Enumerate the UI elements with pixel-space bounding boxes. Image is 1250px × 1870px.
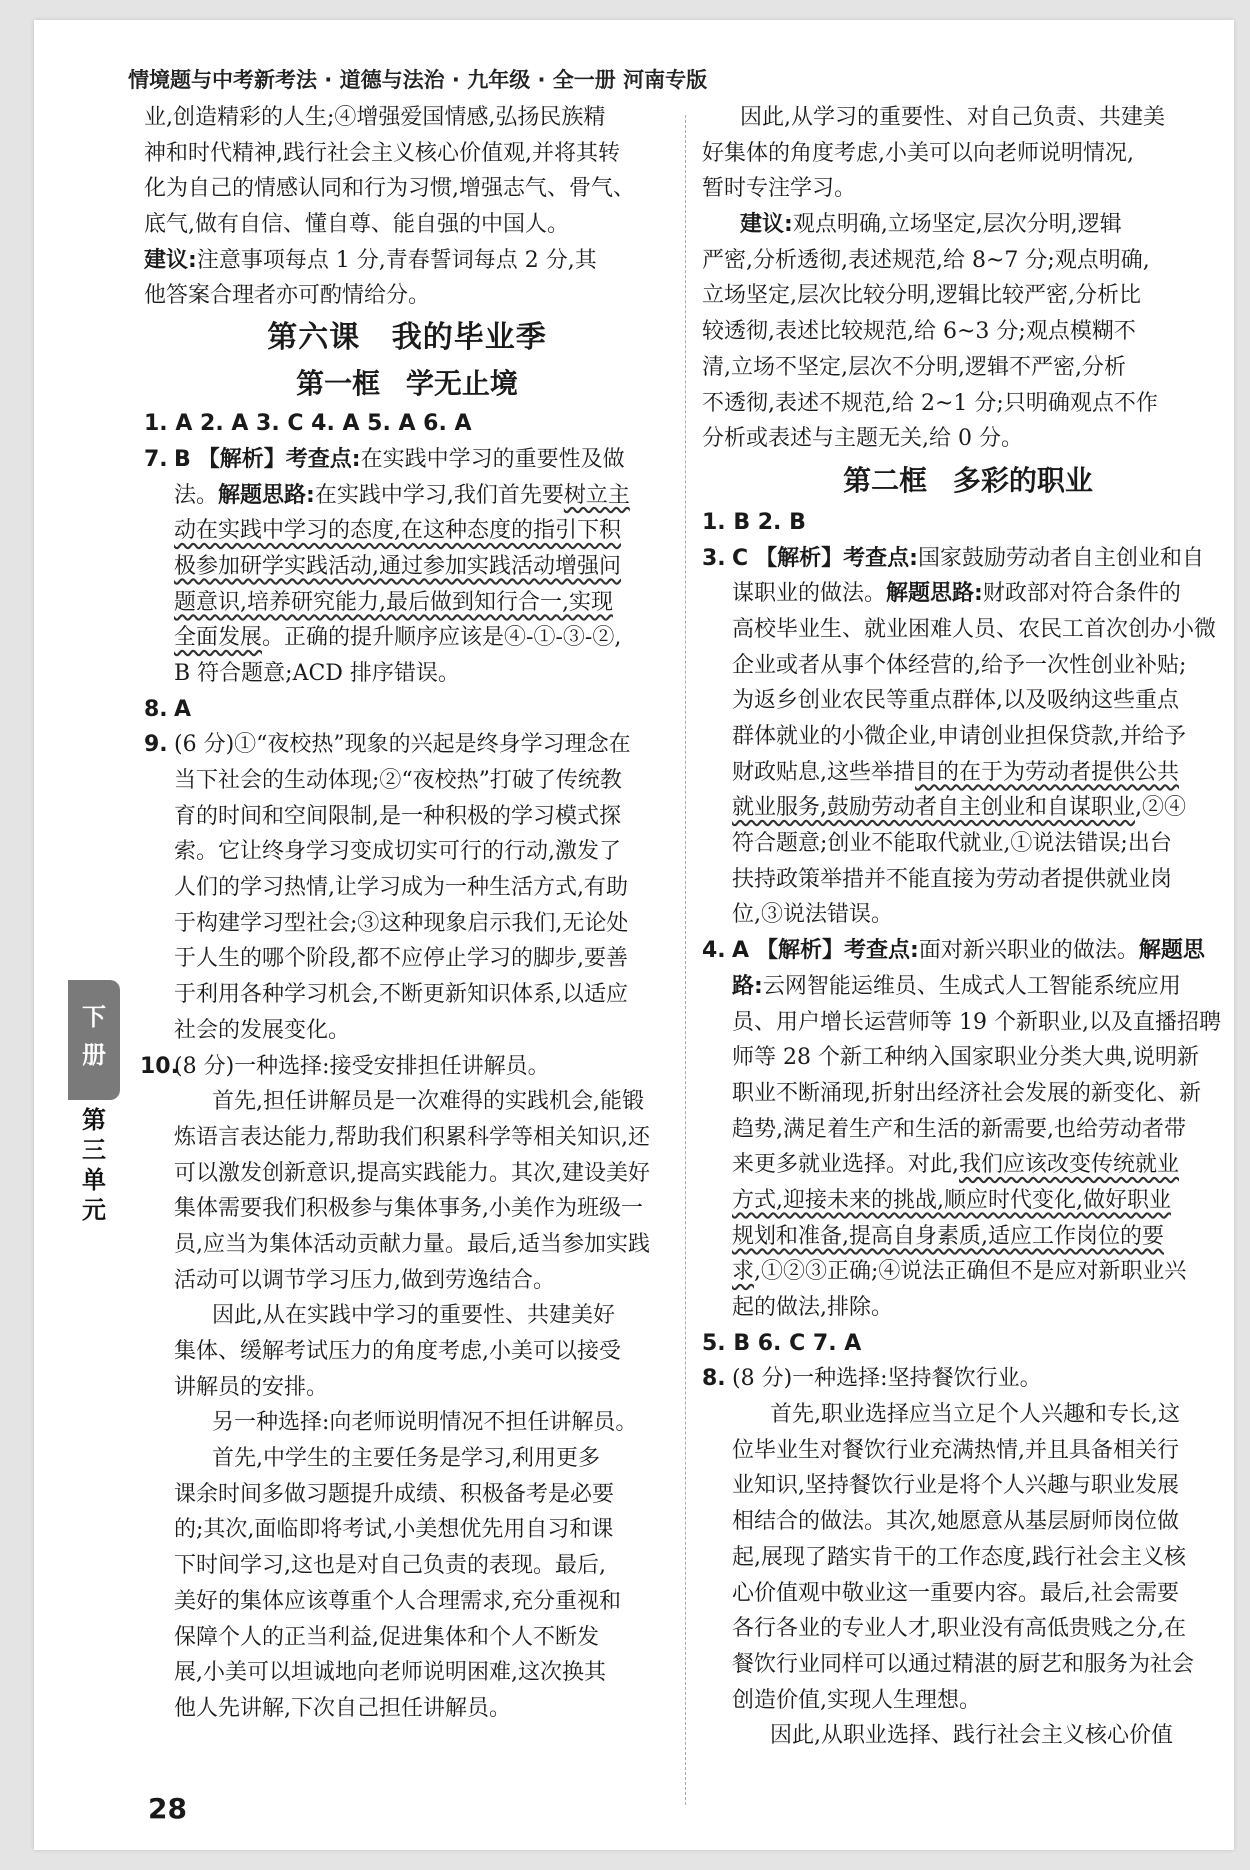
- text-line: 化为自己的情感认同和行为习惯,增强志气、骨气、: [144, 176, 635, 202]
- answer-row: 5. B 6. C 7. A: [702, 1330, 862, 1356]
- text-line: 因此,从职业选择、践行社会主义核心价值: [770, 1723, 1173, 1749]
- advice-line: 严密,分析透彻,表述规范,给 8~7 分;观点明确,: [702, 247, 1150, 273]
- text: 财政贴息,这些举措: [732, 759, 915, 785]
- question-9: [144, 727, 670, 1048]
- text-line: 索。它让终身学习变成切实可行的行动,激发了: [174, 839, 621, 865]
- question-10: [140, 1049, 670, 1727]
- text-line: 首先,职业选择应当立足个人兴趣和专长,这: [770, 1402, 1180, 1428]
- text: 谋职业的做法。: [732, 581, 887, 607]
- text-line: 课余时间多做习题提升成绩、积极备考是必要: [174, 1481, 615, 1507]
- text-line: 创造价值,实现人生理想。: [732, 1687, 981, 1713]
- text-line: 扶持政策举措并不能直接为劳动者提供就业岗: [732, 866, 1173, 892]
- text: 云网智能运维员、生成式人工智能系统应用: [762, 973, 1181, 999]
- text-line: 相结合的做法。其次,她愿意从基层厨师岗位做: [732, 1509, 1179, 1535]
- text-line: 心价值观中敬业这一重要内容。最后,社会需要: [732, 1580, 1179, 1606]
- underlined-text: 动在实践中学习的态度,在这种态度的指引下积: [174, 518, 621, 544]
- text-line: 首先,担任讲解员是一次难得的实践机会,能锻: [212, 1089, 644, 1115]
- text: ,②④: [1135, 795, 1186, 821]
- key-point: 面对新兴职业的做法。: [918, 938, 1139, 964]
- text-line: 活动可以调节学习压力,做到劳逸结合。: [174, 1267, 555, 1293]
- key-point: 在实践中学习的重要性及做: [360, 446, 625, 472]
- running-header: 情境题与中考新考法 · 道德与法治 · 九年级 · 全一册 河南专版: [128, 68, 708, 92]
- advice-line: 清,立场不坚定,层次不分明,逻辑不严密,分析: [702, 354, 1126, 380]
- text-line: 符合题意;创业不能取代就业,①说法错误;出台: [732, 831, 1172, 857]
- text-line: 当下社会的生动体现;②“夜校热”打破了传统教: [174, 768, 622, 793]
- question-number: 3.: [702, 545, 726, 571]
- analysis-tag: 【解析】: [197, 446, 286, 472]
- left-column: [140, 100, 670, 1727]
- text: ,①②③正确;④说法正确但不是应对新职业兴: [754, 1259, 1187, 1285]
- text-line: 集体需要我们积极参与集体事务,小美作为班级一: [174, 1196, 643, 1222]
- text: 财政部对符合条件的: [982, 581, 1181, 607]
- text-line: 餐饮行业同样可以通过精湛的厨艺和服务为社会: [732, 1651, 1195, 1677]
- text-line: 各行各业的专业人才,职业没有高低贵贱之分,在: [732, 1616, 1186, 1642]
- text-line: 他人先讲解,下次自己担任讲解员。: [174, 1695, 511, 1721]
- question-number: 7.: [144, 446, 168, 472]
- answer-row: 1. A 2. A 3. C 4. A 5. A 6. A: [144, 411, 472, 437]
- text-line: 另一种选择:向老师说明情况不担任讲解员。: [212, 1410, 638, 1436]
- question-number: 4.: [702, 938, 726, 964]
- unit-tab-char: 第: [82, 1106, 106, 1134]
- text-line: [174, 513, 670, 549]
- key-point-label: 考查点:: [843, 545, 918, 571]
- text-line: [732, 576, 1234, 612]
- text-line: 好集体的角度考虑,小美可以向老师说明情况,: [702, 140, 1134, 166]
- text-line: 讲解员的安排。: [174, 1374, 329, 1400]
- underlined-text: 规划和准备,提高自身素质,适应工作岗位的要: [732, 1223, 1164, 1249]
- text-line: 底气,做有自信、懂自尊、能自强的中国人。: [144, 212, 569, 238]
- text-line: 可以激发创新意识,提高实践能力。其次,建设美好: [174, 1160, 650, 1186]
- question-number: 10.: [140, 1053, 179, 1079]
- text-line: 集体、缓解考试压力的角度考虑,小美可以接受: [174, 1339, 621, 1364]
- text-line: 育的时间和空间限制,是一种积极的学习模式探: [174, 803, 621, 829]
- text: (8 分)一种选择:接受安排担任讲解员。: [174, 1053, 550, 1079]
- text: 。正确的提升顺序应该是④-①-③-②,: [262, 625, 622, 651]
- text-line: 师等 28 个新工种纳入国家职业分类大典,说明新: [732, 1045, 1199, 1071]
- thinking-label: 解题思路:: [218, 482, 315, 508]
- text-line: 人们的学习热情,让学习成为一种生活方式,有助: [174, 875, 628, 901]
- unit-tab-char: 三: [82, 1136, 106, 1164]
- text-line: 业知识,坚持餐饮行业是将个人兴趣与职业发展: [732, 1473, 1179, 1499]
- text-line: [732, 1219, 1234, 1255]
- text-line: [732, 1254, 1234, 1290]
- text-line: 的;其次,面临即将考试,小美想优先用自习和课: [174, 1517, 614, 1543]
- text: (8 分)一种选择:坚持餐饮行业。: [732, 1366, 1042, 1392]
- text-line: 炼语言表达能力,帮助我们积累科学等相关知识,还: [174, 1124, 650, 1150]
- text-line: 群体就业的小微企业,申请创业担保贷款,并给予: [732, 724, 1186, 749]
- text-line: [174, 585, 670, 621]
- advice-line: 较透彻,表述比较规范,给 6~3 分;观点模糊不: [702, 319, 1136, 345]
- question-8: [702, 1361, 1234, 1754]
- right-column: [702, 100, 1234, 1754]
- advice-line: 立场坚定,层次比较分明,逻辑比较严密,分析比: [702, 283, 1141, 309]
- advice-label: 建议:: [144, 247, 197, 273]
- advice-text: 注意事项每点 1 分,青春誓词每点 2 分,其: [196, 247, 597, 273]
- text-line: 下时间学习,这也是对自己负责的表现。最后,: [174, 1553, 606, 1579]
- answer: C: [732, 545, 749, 571]
- text-line: 社会的发展变化。: [174, 1017, 351, 1043]
- question-number: 8.: [702, 1366, 726, 1392]
- text-line: [732, 969, 1234, 1005]
- underlined-text: 目的在于为劳动者提供公共: [915, 759, 1180, 785]
- answer: A: [174, 696, 192, 722]
- advice-label: 建议:: [740, 212, 793, 238]
- text-line: 保障个人的正当利益,促进集体和个人不断发: [174, 1624, 599, 1650]
- text-line: [732, 1147, 1234, 1183]
- answer-row: 1. B 2. B: [702, 509, 806, 535]
- text-line: 职业不断涌现,折射出经济社会发展的新变化、新: [732, 1080, 1201, 1106]
- underlined-text: 求: [732, 1259, 755, 1285]
- advice-text: 观点明确,立场坚定,层次分明,逻辑: [792, 212, 1122, 238]
- advice-line: 他答案合理者亦可酌情给分。: [144, 283, 431, 309]
- underlined-text: 我们应该改变传统就业: [959, 1152, 1180, 1178]
- thinking-label: 解题思路:: [886, 581, 983, 607]
- advice-line: [702, 207, 1234, 243]
- frame-title: 第二框 多彩的职业: [843, 463, 1093, 497]
- text: 在实践中学习,我们首先要: [314, 482, 564, 508]
- underlined-text: 方式,迎接未来的挑战,顺应时代变化,做好职业: [732, 1187, 1171, 1213]
- text-line: [174, 478, 670, 514]
- text-line: 起的做法,排除。: [732, 1295, 893, 1320]
- text: (6 分)①“夜校热”现象的兴起是终身学习理念在: [174, 732, 631, 758]
- text-line: 业,创造精彩的人生;④增强爱国情感,弘扬民族精: [144, 105, 606, 130]
- unit-tab-char: 单: [82, 1166, 106, 1194]
- text-line: [732, 755, 1234, 791]
- text-line: 神和时代精神,践行社会主义核心价值观,并将其转: [144, 140, 620, 166]
- text-line: 位毕业生对餐饮行业充满热情,并且具备相关行: [732, 1437, 1179, 1463]
- text-line: [174, 549, 670, 585]
- page-number: 28: [148, 1792, 187, 1825]
- answer: A: [732, 938, 750, 964]
- underlined-text: 就业服务,鼓励劳动者自主创业和自谋职业: [732, 795, 1135, 821]
- underlined-text: 树立主: [563, 482, 630, 508]
- text-line: B 符合题意;ACD 排序错误。: [174, 660, 460, 686]
- question-number: 9.: [144, 732, 168, 758]
- volume-tab: [68, 980, 120, 1100]
- question-4: [702, 933, 1234, 1326]
- text-line: 起,展现了踏实肯干的工作态度,践行社会主义核: [732, 1544, 1186, 1570]
- analysis-tag: 【解析】: [755, 545, 844, 571]
- text-line: 于利用各种学习机会,不断更新知识体系,以适应: [174, 982, 628, 1008]
- text-line: 位,③说法错误。: [732, 902, 893, 928]
- frame-title: 第一框 学无止境: [296, 367, 518, 401]
- question-8: [144, 692, 670, 728]
- text-line: 首先,中学生的主要任务是学习,利用更多: [212, 1446, 600, 1472]
- question-7: [144, 442, 670, 692]
- advice-line: 不透彻,表述不规范,给 2~1 分;只明确观点不作: [702, 390, 1158, 416]
- analysis-tag: 【解析】: [756, 938, 845, 964]
- advice-line: [144, 243, 670, 279]
- text-line: 美好的集体应该尊重个人合理需求,充分重视和: [174, 1588, 621, 1614]
- text-line: 因此,从在实践中学习的重要性、共建美好: [212, 1303, 615, 1329]
- underlined-text: 全面发展: [174, 625, 263, 651]
- key-point-label: 考查点:: [844, 938, 919, 964]
- question-number: 8.: [144, 696, 168, 722]
- text-line: 企业或者从事个体经营的,给予一次性创业补贴;: [732, 652, 1187, 678]
- text-line: 高校毕业生、就业困难人员、农民工首次创办小微: [732, 616, 1217, 642]
- key-point: 国家鼓励劳动者自主创业和自: [917, 545, 1204, 571]
- text-line: 趋势,满足着生产和生活的新需要,也给劳动者带: [732, 1116, 1186, 1142]
- advice-line: 分析或表述与主题无关,给 0 分。: [702, 426, 1023, 452]
- text-line: 于人生的哪个阶段,都不应停止学习的脚步,要善: [174, 946, 628, 972]
- lesson-title: 第六课 我的毕业季: [267, 320, 547, 356]
- text-line: [174, 620, 670, 656]
- thinking-label: 解题思: [1138, 938, 1205, 964]
- volume-tab-char: 册: [82, 1041, 106, 1069]
- column-divider: [685, 115, 686, 1805]
- unit-tab: [74, 1105, 114, 1225]
- text-line: [732, 790, 1234, 826]
- thinking-label: 路:: [732, 973, 763, 999]
- text: 法。: [174, 482, 219, 508]
- unit-tab-char: 元: [82, 1196, 106, 1224]
- question-3: [702, 541, 1234, 934]
- text-line: 暂时专注学习。: [702, 176, 857, 202]
- text-line: 为返乡创业农民等重点群体,以及吸纳这些重点: [732, 688, 1179, 714]
- page: [34, 20, 1234, 1850]
- underlined-text: 题意识,培养研究能力,最后做到知行合一,实现: [174, 589, 613, 615]
- answer: B: [174, 446, 191, 472]
- text-line: 员、用户增长运营师等 19 个新职业,以及直播招聘: [732, 1009, 1221, 1035]
- text-line: 于构建学习型社会;③这种现象启示我们,无论处: [174, 910, 629, 936]
- key-point-label: 考查点:: [285, 446, 361, 472]
- underlined-text: 极参加研学实践活动,通过参加实践活动增强问: [174, 553, 621, 579]
- volume-tab-char: 下: [82, 1003, 106, 1031]
- text: 来更多就业选择。对此,: [732, 1152, 959, 1178]
- text-line: 员,应当为集体活动贡献力量。最后,适当参加实践: [174, 1231, 650, 1257]
- text-line: [732, 1183, 1234, 1219]
- text-line: 因此,从学习的重要性、对自己负责、共建美: [740, 105, 1165, 130]
- text-line: 展,小美可以坦诚地向老师说明困难,这次换其: [174, 1660, 606, 1686]
